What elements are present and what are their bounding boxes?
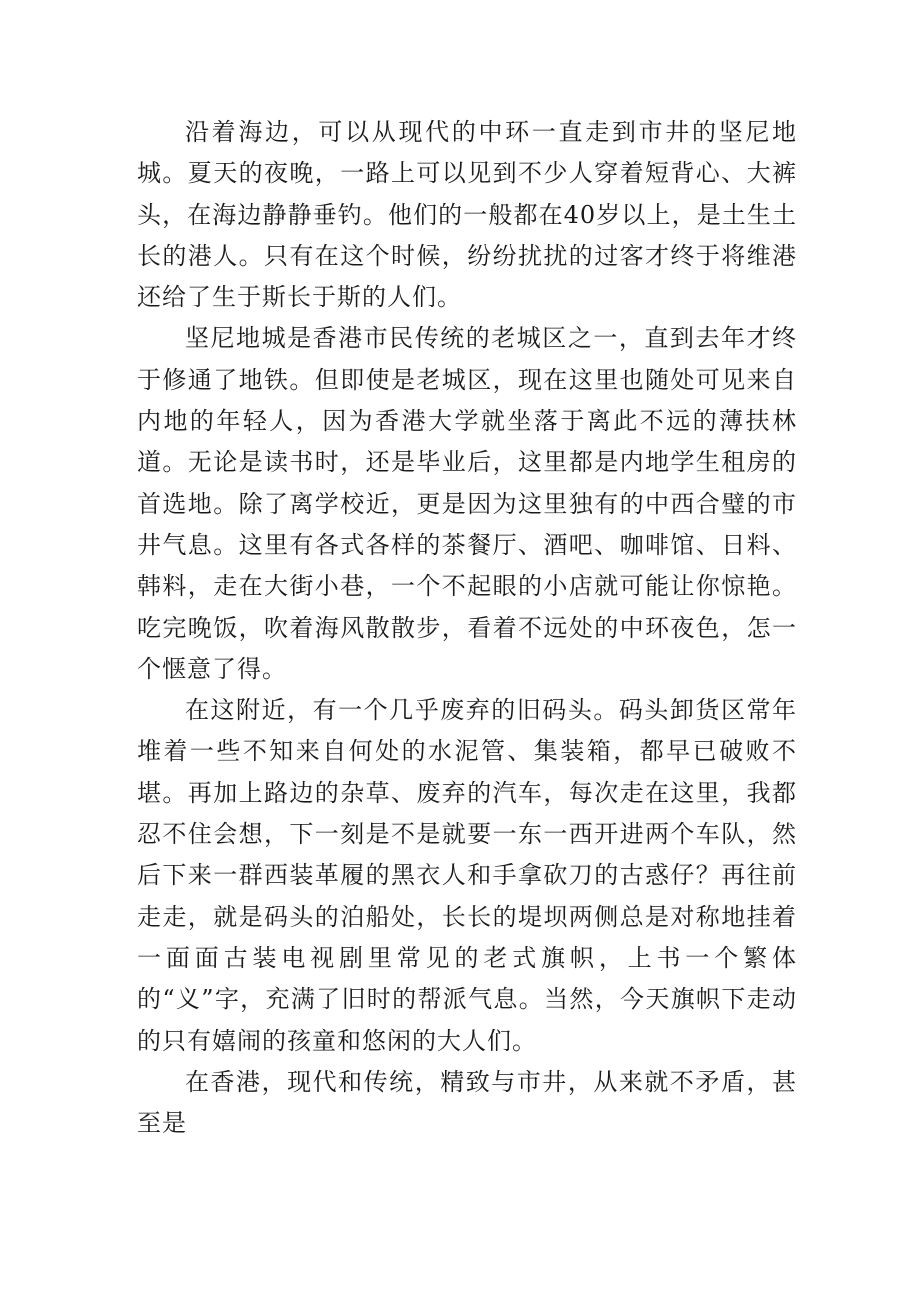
paragraph-4: 在香港，现代和传统，精致与市井，从来就不矛盾，甚至是 (137, 1067, 797, 1138)
article-body (137, 112, 797, 1144)
paragraph-1: 沿着海边，可以从现代的中环一直走到市井的坚尼地城。夏天的夜晚，一路上可以见到不少人穿着短背心、大裤头，在海边静静垂钓。他们的一般都在40岁以上，是土生土长的港人。只有在这个时候，纷纷扰扰的过客才终于将维港还给了生于斯长于斯的人们。 (137, 118, 797, 312)
paragraph-3: 在这附近，有一个几乎废弃的旧码头。码头卸货区常年堆着一些不知来自何处的水泥管、集装箱，都早已破败不堪。再加上路边的杂草、废弃的汽车，每次走在这里，我都忍不住会想，下一刻是不是就要一东一西开进两个车队，然后下来一群西装革履的黑衣人和手拿砍刀的古惑仔？再往前走走，就是码头的泊船处，长长的堤坝两侧总是对称地挂着一面面古装电视剧里常见的老式旗帜，上书一个繁体的“义”字，充满了旧时的帮派气息。当然，今天旗帜下走动的只有嬉闹的孩童和悠闲的大人们。 (137, 696, 797, 1055)
paragraph-2: 坚尼地城是香港市民传统的老城区之一，直到去年才终于修通了地铁。但即使是老城区，现在这里也随处可见来自内地的年轻人，因为香港大学就坐落于离此不远的薄扶林道。无论是读书时，还是毕业后，这里都是内地学生租房的首选地。除了离学校近，更是因为这里独有的中西合璧的市井气息。这里有各式各样的茶餐厅、酒吧、咖啡馆、日料、韩料，走在大街小巷，一个不起眼的小店就可能让你惊艳。吃完晚饭，吹着海风散散步，看着不远处的中环夜色，怎一个惬意了得。 (137, 324, 797, 683)
